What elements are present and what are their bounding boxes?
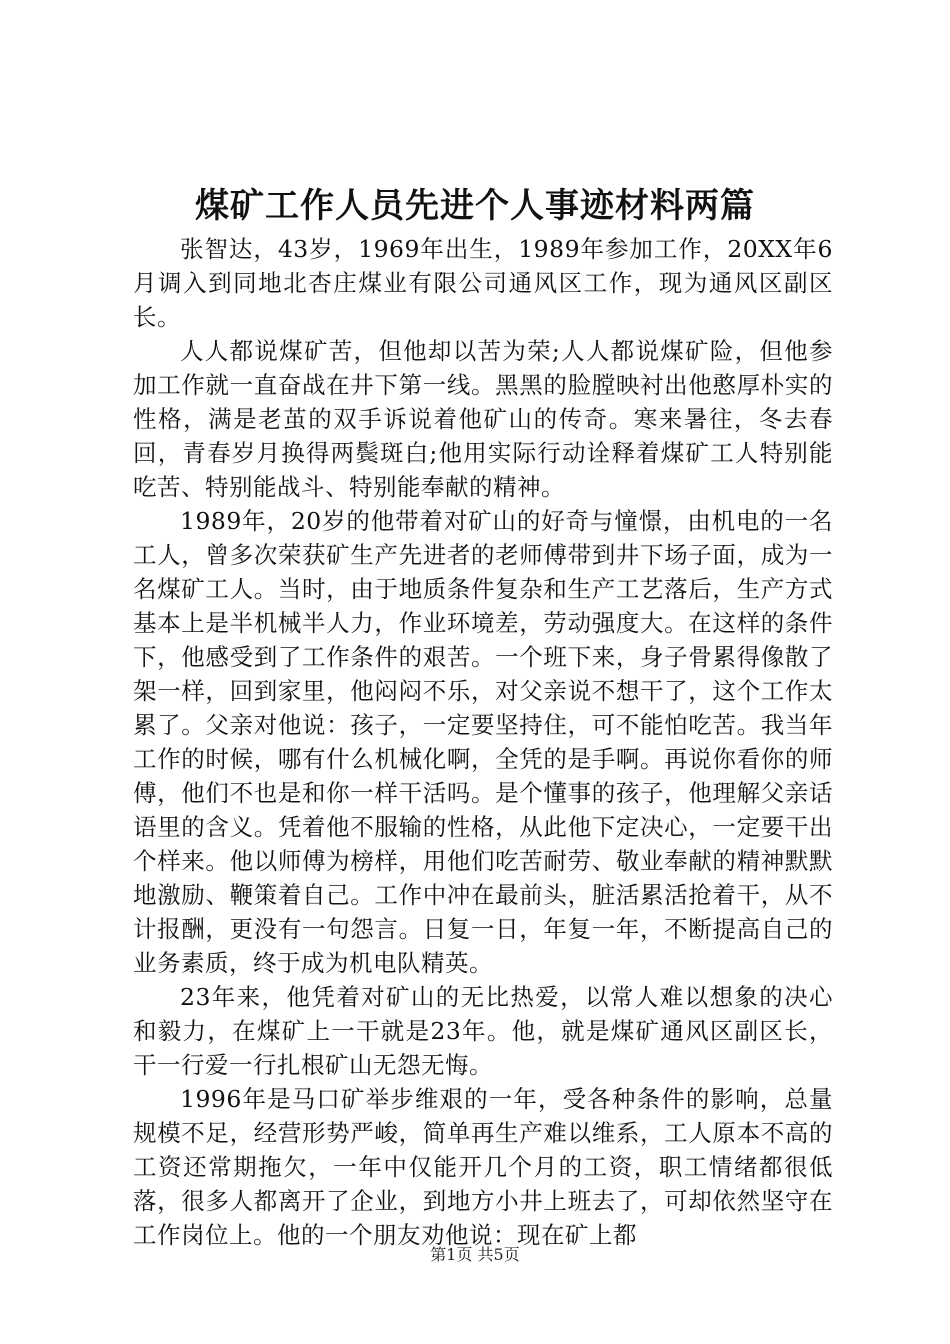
paragraph-5: 1996年是马口矿举步维艰的一年，受各种条件的影响，总量规模不足，经营形势严峻，简单再生产难以维系，工人原本不高的工资还常期拖欠，一年中仅能开几个月的工资，职工情绪都很低落，很多人都离开了企业，到地方小井上班去了，可却依然坚守在工作岗位上。他的一个朋友劝他说：现在矿上都 — [133, 1085, 833, 1249]
paragraph-3: 1989年，20岁的他带着对矿山的好奇与憧憬，由机电的一名工人，曾多次荣获矿生产先进者的老师傅带到井下场子面，成为一名煤矿工人。当时，由于地质条件复杂和生产工艺落后，生产方式基本上是半机械半人力，作业环境差，劳动强度大。在这样的条件下，他感受到了工作条件的艰苦。一个班下来，身子骨累得像散了架一样，回到家里，他闷闷不乐，对父亲说不想干了，这个工作太累了。父亲对他说：孩子，一定要坚持住，可不能怕吃苦。我当年工作的时候，哪有什么机械化啊，全凭的是手啊。再说你看你的师傅，他们不也是和你一样干活吗。是个懂事的孩子，他理解父亲话语里的含义。凭着他不服输的性格，从此他下定决心，一定要干出个样来。他以师傅为榜样，用他们吃苦耐劳、敬业奉献的精神默默地激励、鞭策着自己。工作中冲在最前头，脏活累活抢着干，从不计报酬，更没有一句怨言。日复一日，年复一年，不断提高自己的业务素质，终于成为机电队精英。 — [133, 507, 833, 977]
paragraph-2: 人人都说煤矿苦，但他却以苦为荣;人人都说煤矿险，但他参加工作就一直奋战在井下第一线。黑黑的脸膛映衬出他憨厚朴实的性格，满是老茧的双手诉说着他矿山的传奇。寒来暑往，冬去春回，青春岁月换得两鬓斑白;他用实际行动诠释着煤矿工人特别能吃苦、特别能战斗、特别能奉献的精神。 — [133, 337, 833, 501]
document-body — [133, 232, 833, 1252]
paragraph-4: 23年来，他凭着对矿山的无比热爱，以常人难以想象的决心和毅力，在煤矿上一干就是23年。他，就是煤矿通风区副区长，干一行爱一行扎根矿山无怨无悔。 — [133, 983, 833, 1079]
document-title: 煤矿工作人员先进个人事迹材料两篇 — [195, 186, 755, 226]
page-number-footer: 第1页 共5页 — [430, 1245, 520, 1264]
paragraph-1: 张智达，43岁，1969年出生，1989年参加工作，20XX年6月调入到同地北杏庄煤业有限公司通风区工作，现为通风区副区长。 — [133, 235, 833, 331]
